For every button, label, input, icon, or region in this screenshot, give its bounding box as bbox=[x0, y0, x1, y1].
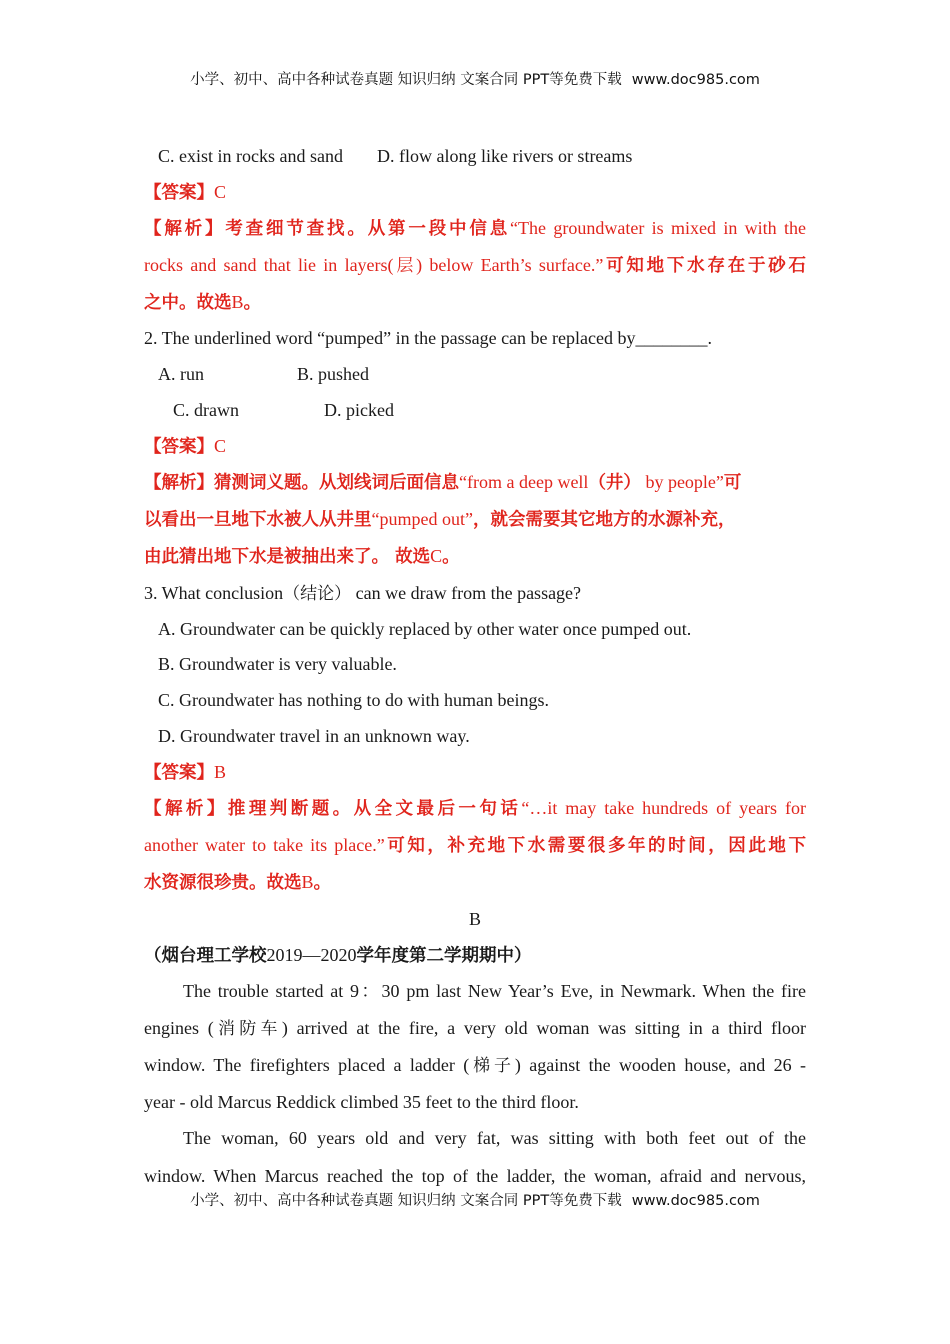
q3-option-d: D. Groundwater travel in an unknown way. bbox=[158, 726, 470, 746]
footer-title: 小学、初中、高中各种试卷真题 知识归纳 文案合同 PPT等免费下载 bbox=[190, 1193, 622, 1209]
passage-p1-line-1: The trouble started at 9：30 pm last New Year’s Eve, in Newmark. When the fire bbox=[183, 981, 806, 1001]
q3-analysis-line-2: another water to take its place.”可知，补充地下水需要很多年的时间，因此地下 bbox=[144, 835, 806, 856]
q1-analysis-line-3: 之中。故选B。 bbox=[144, 292, 262, 313]
q2-option-a: A. run bbox=[158, 364, 204, 384]
passage-p1-line-2: engines (消防车) arrived at the fire, a very old woman was sitting in a third floor bbox=[144, 1018, 806, 1039]
passage-p1-line-4: year - old Marcus Reddick climbed 35 feet to the third floor. bbox=[144, 1092, 579, 1112]
q3-answer-value: B bbox=[214, 762, 227, 782]
passage-p2-line-1: The woman, 60 years old and very fat, was sitting with both feet out of the bbox=[183, 1128, 806, 1148]
q2-answer-value: C bbox=[214, 436, 227, 456]
q3-option-c: C. Groundwater has nothing to do with human beings. bbox=[158, 690, 549, 710]
q1-answer-value: C bbox=[214, 182, 227, 202]
q3-analysis-line-3: 水资源很珍贵。故选B。 bbox=[144, 872, 332, 893]
header-title: 小学、初中、高中各种试卷真题 知识归纳 文案合同 PPT等免费下载 bbox=[190, 72, 622, 88]
q2-options-ab bbox=[158, 362, 820, 386]
q2-analysis-line-1: 【解析】猜测词义题。从划线词后面信息“from a deep well（井） by people”可 bbox=[144, 472, 742, 493]
q2-answer: 【答案】C bbox=[144, 436, 227, 457]
q2-options-cd bbox=[173, 398, 835, 422]
footer-url[interactable]: www.doc985.com bbox=[631, 1193, 760, 1209]
q2-option-b: B. pushed bbox=[297, 364, 369, 384]
q2-option-c: C. drawn bbox=[173, 400, 239, 420]
q1-option-d: D. flow along like rivers or streams bbox=[376, 146, 633, 166]
q2-analysis-line-2: 以看出一旦地下水被人从井里“pumped out”，就会需要其它地方的水源补充， bbox=[144, 509, 736, 530]
q1-analysis-line-2: rocks and sand that lie in layers(层) below Earth’s surface.”可知地下水存在于砂石 bbox=[144, 255, 807, 276]
q2-analysis-line-3: 由此猜出地下水是被抽出来了。 故选C。 bbox=[144, 546, 460, 567]
q3-answer: 【答案】B bbox=[144, 762, 227, 783]
q3-option-b: B. Groundwater is very valuable. bbox=[158, 654, 397, 674]
q1-answer: 【答案】C bbox=[144, 182, 227, 203]
section-b-heading: B bbox=[468, 909, 481, 929]
q3-option-a: A. Groundwater can be quickly replaced by other water once pumped out. bbox=[158, 619, 692, 639]
q1-analysis-line-1: 【解析】考查细节查找。从第一段中信息“The groundwater is mixed in with the bbox=[144, 218, 806, 239]
q2-option-d: D. picked bbox=[324, 400, 394, 420]
page-footer bbox=[0, 1189, 950, 1210]
passage-p1-line-3: window. The firefighters placed a ladder (梯子) against the wooden house, and 26 - bbox=[144, 1055, 807, 1076]
page-header bbox=[0, 68, 950, 89]
passage-p2-line-2: window. When Marcus reached the top of the ladder, the woman, afraid and nervous, bbox=[144, 1166, 806, 1186]
header-url[interactable]: www.doc985.com bbox=[631, 72, 760, 88]
q1-option-c: C. exist in rocks and sand bbox=[158, 146, 343, 166]
section-b-source: （烟台理工学校2019—2020学年度第二学期期中） bbox=[144, 945, 532, 966]
q3-analysis-line-1: 【解析】推理判断题。从全文最后一句话“…it may take hundreds of years for bbox=[144, 798, 807, 819]
q1-options-cd bbox=[158, 144, 820, 168]
q3-stem: 3. What conclusion（结论） can we draw from the passage? bbox=[144, 583, 582, 604]
q2-stem: 2. The underlined word “pumped” in the passage can be replaced by________. bbox=[144, 328, 712, 348]
